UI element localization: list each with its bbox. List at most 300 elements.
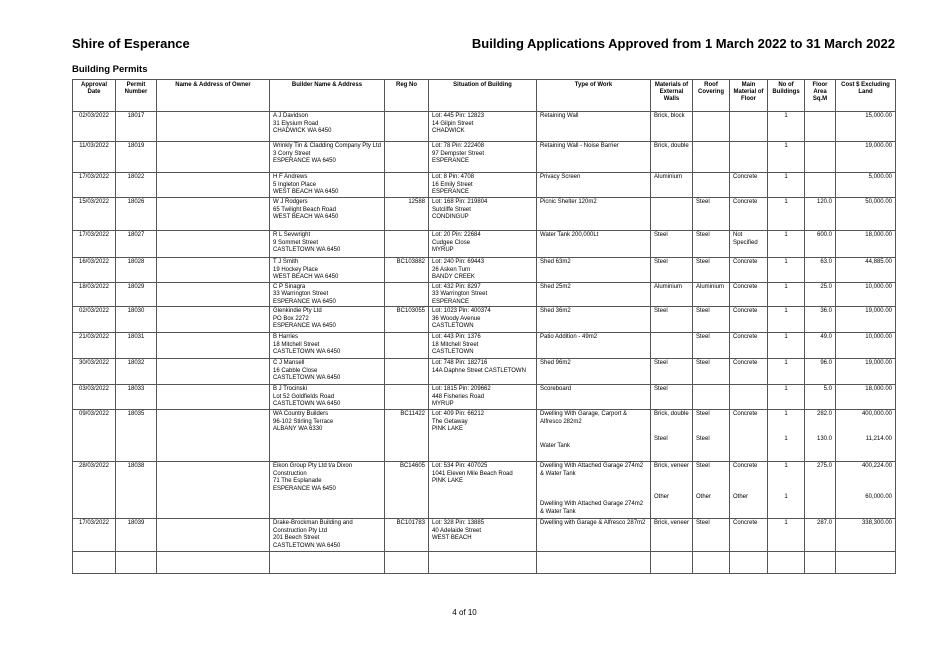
cell-cost-text: 15,000.00	[865, 113, 892, 119]
cell-date	[73, 519, 116, 552]
cell-floor-text: Concrete	[733, 259, 758, 265]
cell-area-text: 600.0	[816, 232, 832, 238]
cell-buildings	[768, 112, 805, 142]
cell-date-text: 28/03/2022	[78, 463, 110, 469]
cell-area	[805, 198, 836, 231]
cell-builder	[270, 258, 385, 283]
cell-builder-text: Wrinkly Tin & Cladding Company Pty Ltd 3 Corry Street ESPERANCE WA 6450	[273, 143, 381, 164]
cell-buildings	[768, 231, 805, 258]
cell-roof	[693, 112, 730, 142]
cell-situation-text: Lot: 168 Pin: 219804 Sutcliffe Street CONDINGUP	[432, 199, 488, 220]
cell-cost-text: 19,000.00	[865, 308, 892, 314]
cell-roof-text: Steel	[696, 259, 710, 265]
cell-roof	[693, 142, 730, 173]
cell-date-text: 17/03/2022	[78, 520, 110, 526]
cell-cost-text: 10,000.00	[865, 334, 892, 340]
cell-permit-text: 18031	[127, 334, 145, 340]
cell-walls-text: Steel	[654, 360, 668, 366]
cell-situation-text: Lot: 443 Pin: 1376 18 Mitchell Street CASTLETOWN	[432, 334, 481, 355]
cell-work	[537, 410, 651, 462]
cell-roof	[693, 462, 730, 519]
cell-walls	[651, 282, 693, 307]
cell-area-text: 49.0	[820, 334, 832, 340]
cell-permit	[116, 258, 157, 283]
cell-floor-text: Concrete	[733, 283, 758, 290]
cell-date	[73, 307, 116, 333]
cell-walls	[651, 142, 693, 173]
cell-buildings	[768, 307, 805, 333]
cell-roof	[693, 519, 730, 552]
cell-builder	[270, 519, 385, 552]
empty-cell	[537, 552, 651, 574]
cell-reg-text: BC103882	[396, 259, 425, 265]
cell-situation	[429, 307, 537, 333]
table-row	[73, 282, 896, 307]
cell-cost	[836, 142, 896, 173]
cell-work	[537, 258, 651, 283]
cell-work-text: Shed 96m2	[540, 360, 571, 366]
cell-reg	[385, 333, 429, 359]
cell-roof-text: Steel	[696, 334, 710, 340]
cell-area-secondary-text: 130.0	[816, 435, 832, 442]
cell-roof-text: Aluminium	[696, 283, 725, 290]
cell-area-text: 63.0	[820, 259, 832, 265]
empty-cell	[429, 552, 537, 574]
cell-buildings-text: 1	[784, 360, 788, 366]
cell-walls	[651, 333, 693, 359]
cell-walls-text: Aluminium	[654, 174, 683, 180]
cell-buildings	[768, 519, 805, 552]
empty-cell	[270, 552, 385, 574]
cell-cost	[836, 198, 896, 231]
cell-floor-text: Concrete	[733, 308, 758, 314]
cell-buildings-secondary-text: 1	[784, 493, 788, 500]
cell-permit	[116, 359, 157, 385]
cell-owner	[157, 142, 270, 173]
cell-permit-text: 18039	[127, 520, 145, 526]
cell-walls	[651, 385, 693, 410]
cell-floor	[730, 359, 768, 385]
cell-floor	[730, 112, 768, 142]
cell-reg-text: 12588	[408, 199, 425, 205]
cell-date	[73, 198, 116, 231]
cell-reg	[385, 198, 429, 231]
cell-buildings	[768, 282, 805, 307]
col-header-permit: Permit Number	[116, 80, 157, 112]
cell-owner	[157, 173, 270, 198]
cell-permit-text: 18028	[127, 259, 145, 265]
col-header-floor: Main Material of Floor	[730, 80, 768, 112]
cell-situation-text: Lot: 20 Pin: 22684 Cudgee Close MYRUP	[432, 232, 481, 253]
cell-reg	[385, 519, 429, 552]
cell-date-text: 02/03/2022	[78, 113, 110, 119]
cell-walls-text: Steel	[654, 232, 668, 238]
cell-buildings-text: 1	[784, 308, 788, 314]
cell-builder	[270, 462, 385, 519]
cell-cost-text: 19,000.00	[865, 360, 892, 366]
cell-buildings-text: 1	[784, 463, 788, 469]
cell-permit	[116, 112, 157, 142]
cell-permit	[116, 462, 157, 519]
cell-builder	[270, 333, 385, 359]
cell-builder-text: W J Rodgers 65 Twilight Beach Road WEST BEACH WA 6450	[273, 199, 339, 220]
cell-buildings	[768, 173, 805, 198]
cell-owner	[157, 112, 270, 142]
cell-buildings	[768, 258, 805, 283]
cell-floor	[730, 142, 768, 173]
cell-situation	[429, 282, 537, 307]
cell-floor	[730, 307, 768, 333]
cell-builder	[270, 410, 385, 462]
empty-cell	[385, 552, 429, 574]
cell-situation	[429, 258, 537, 283]
page-number: 4 of 10	[452, 608, 477, 617]
cell-walls	[651, 198, 693, 231]
cell-permit	[116, 231, 157, 258]
cell-builder-text: C J Mansell 16 Cabble Close CASTLETOWN WA 6450	[273, 360, 341, 381]
cell-walls-secondary-text: Steel	[654, 435, 668, 442]
cell-situation-text: Lot: 240 Pin: 69443 26 Asken Turn BANDY CREEK	[432, 259, 485, 280]
cell-reg	[385, 307, 429, 333]
cell-walls	[651, 258, 693, 283]
cell-roof	[693, 385, 730, 410]
cell-buildings-text: 1	[784, 386, 788, 392]
cell-area	[805, 462, 836, 519]
cell-roof	[693, 258, 730, 283]
permits-table	[72, 79, 896, 574]
empty-cell	[730, 552, 768, 574]
cell-situation	[429, 142, 537, 173]
cell-situation	[429, 198, 537, 231]
cell-situation	[429, 173, 537, 198]
table-row	[73, 462, 896, 519]
cell-work-text: Scoreboard	[540, 386, 572, 392]
cell-work	[537, 462, 651, 519]
col-header-date: Approval Date	[73, 80, 116, 112]
cell-walls	[651, 519, 693, 552]
cell-floor	[730, 173, 768, 198]
cell-cost	[836, 258, 896, 283]
cell-permit	[116, 333, 157, 359]
cell-situation-text: Lot: 328 Pin: 13885 40 Adelaide Street WEST BEACH	[432, 520, 485, 541]
cell-owner	[157, 282, 270, 307]
cell-cost	[836, 231, 896, 258]
cell-date-text: 17/03/2022	[78, 232, 110, 238]
cell-work	[537, 142, 651, 173]
cell-situation-text: Lot: 445 Pin: 12823 14 Gilpin Street CHADWICK	[432, 113, 485, 134]
cell-floor-text: Concrete	[733, 174, 758, 180]
cell-area-text: 25.0	[820, 283, 832, 290]
cell-builder-text: H F Andrews 5 Ingleton Place WEST BEACH WA 6450	[273, 174, 339, 195]
cell-buildings	[768, 462, 805, 519]
cell-walls-text: Brick, double	[654, 411, 689, 417]
cell-work-text: Dwelling with Garage & Alfresco 287m2	[540, 520, 646, 526]
cell-walls	[651, 112, 693, 142]
cell-walls-text: Steel	[654, 386, 668, 392]
cell-date	[73, 359, 116, 385]
cell-cost-text: 400,224.00	[861, 463, 892, 469]
cell-buildings	[768, 198, 805, 231]
cell-roof-text: Steel	[696, 520, 710, 526]
cell-work-text: Water Tank 200,000Lt	[540, 232, 599, 238]
empty-cell	[768, 552, 805, 574]
cell-work	[537, 231, 651, 258]
col-header-cost: Cost $ Excluding Land	[836, 80, 896, 112]
cell-situation	[429, 519, 537, 552]
cell-builder-text: WA Country Builders 96-102 Stirling Terrace ALBANY WA 6330	[273, 411, 334, 432]
cell-date	[73, 258, 116, 283]
cell-roof-text: Steel	[696, 308, 710, 314]
cell-situation	[429, 112, 537, 142]
cell-floor-text: Concrete	[733, 411, 758, 417]
cell-roof	[693, 282, 730, 307]
cell-permit	[116, 307, 157, 333]
cell-area-text: 36.0	[820, 308, 832, 314]
cell-situation	[429, 385, 537, 410]
cell-area	[805, 359, 836, 385]
table-row	[73, 519, 896, 552]
empty-cell	[73, 552, 116, 574]
cell-buildings-text: 1	[784, 143, 788, 149]
cell-reg	[385, 410, 429, 462]
cell-walls-text: Brick, double	[654, 143, 689, 149]
cell-cost-text: 18,000.00	[865, 232, 892, 238]
cell-builder-text: B Harries 18 Mitchell Street CASTLETOWN WA 6450	[273, 334, 341, 355]
cell-work-text: Dwelling With Garage, Carport & Alfresco 282m2	[540, 411, 628, 425]
cell-roof-text: Steel	[696, 463, 710, 469]
table-row	[73, 231, 896, 258]
cell-builder	[270, 231, 385, 258]
cell-walls	[651, 359, 693, 385]
cell-area-text: 5.0	[823, 386, 832, 392]
cell-reg	[385, 173, 429, 198]
cell-reg-text: BC103055	[396, 308, 425, 314]
cell-walls	[651, 462, 693, 519]
cell-reg-text: BC101783	[396, 520, 425, 526]
table-row	[73, 258, 896, 283]
cell-work-text: Shed 63m2	[540, 259, 571, 265]
cell-walls-text: Brick, veneer	[654, 463, 690, 469]
cell-reg	[385, 258, 429, 283]
cell-cost	[836, 282, 896, 307]
col-header-work: Type of Work	[537, 80, 651, 112]
table-row	[73, 307, 896, 333]
cell-roof-secondary-text: Other	[696, 493, 712, 500]
cell-buildings-text: 1	[784, 283, 788, 290]
cell-permit	[116, 282, 157, 307]
cell-work	[537, 282, 651, 307]
empty-cell	[805, 552, 836, 574]
col-header-area: Floor Area Sq.M	[805, 80, 836, 112]
col-header-walls: Materials of External Walls	[651, 80, 693, 112]
cell-situation	[429, 462, 537, 519]
cell-buildings	[768, 410, 805, 462]
cell-work	[537, 333, 651, 359]
cell-area-text: 282.0	[816, 411, 832, 417]
cell-permit	[116, 173, 157, 198]
cell-cost	[836, 410, 896, 462]
cell-situation-text: Lot: 748 Pin: 182716 14A Daphne Street CASTLETOWN	[432, 360, 526, 374]
cell-work	[537, 112, 651, 142]
cell-area	[805, 231, 836, 258]
cell-floor	[730, 198, 768, 231]
cell-builder	[270, 173, 385, 198]
cell-work-text: Privacy Screen	[540, 174, 581, 180]
cell-permit-text: 18035	[127, 411, 145, 417]
cell-owner	[157, 333, 270, 359]
cell-cost-text: 5,000.00	[868, 174, 892, 180]
cell-roof-text: Steel	[696, 199, 710, 205]
cell-work	[537, 385, 651, 410]
cell-owner	[157, 231, 270, 258]
cell-reg-text: BC11422	[400, 411, 425, 417]
cell-cost	[836, 519, 896, 552]
empty-cell	[116, 552, 157, 574]
cell-roof	[693, 307, 730, 333]
cell-cost-secondary-text: 60,000.00	[865, 493, 892, 500]
table-header-row	[73, 80, 896, 112]
cell-area	[805, 258, 836, 283]
cell-floor-text: Not Specified	[733, 232, 758, 246]
cell-permit-text: 18019	[127, 143, 145, 149]
cell-permit-text: 18026	[127, 199, 145, 205]
cell-work	[537, 307, 651, 333]
cell-builder-text: R L Sevwright 9 Sommet Street CASTLETOWN WA 6450	[273, 232, 341, 253]
cell-date-text: 11/03/2022	[79, 143, 109, 149]
cell-date	[73, 231, 116, 258]
cell-owner	[157, 519, 270, 552]
cell-roof-text: Steel	[696, 411, 710, 417]
cell-cost	[836, 173, 896, 198]
cell-date	[73, 333, 116, 359]
cell-buildings-text: 1	[784, 520, 788, 526]
cell-owner	[157, 258, 270, 283]
col-header-reg: Reg No	[385, 80, 429, 112]
cell-roof	[693, 198, 730, 231]
cell-work-text: Patio Addition - 49m2	[540, 334, 598, 340]
cell-floor	[730, 258, 768, 283]
col-header-situation: Situation of Building	[429, 80, 537, 112]
cell-area	[805, 410, 836, 462]
cell-builder-text: T J Smith 19 Hockey Place WEST BEACH WA 6450	[273, 259, 339, 280]
cell-cost	[836, 385, 896, 410]
cell-date	[73, 385, 116, 410]
empty-cell	[693, 552, 730, 574]
cell-situation-text: Lot: 409 Pin: 66212 The Getaway PINK LAKE	[432, 411, 485, 432]
cell-cost-text: 44,885.00	[865, 259, 892, 265]
section-title: Building Permits	[72, 64, 148, 75]
cell-cost	[836, 333, 896, 359]
cell-floor-text: Concrete	[733, 520, 758, 526]
cell-buildings-text: 1	[784, 259, 788, 265]
cell-situation	[429, 231, 537, 258]
empty-cell	[651, 552, 693, 574]
cell-builder-text: Eikon Group Pty Ltd t/a Dixon Construction 71 The Esplanade ESPERANCE WA 6450	[273, 463, 353, 492]
cell-roof	[693, 231, 730, 258]
table-row	[73, 385, 896, 410]
cell-date-text: 09/03/2022	[78, 411, 110, 417]
cell-roof-secondary-text: Steel	[696, 435, 710, 442]
cell-area	[805, 173, 836, 198]
cell-work-text: Shed 36m2	[540, 308, 571, 314]
cell-builder	[270, 307, 385, 333]
cell-buildings	[768, 359, 805, 385]
cell-cost	[836, 112, 896, 142]
cell-situation	[429, 410, 537, 462]
cell-permit	[116, 198, 157, 231]
cell-cost-text: 19,000.00	[865, 143, 892, 149]
cell-permit	[116, 142, 157, 173]
cell-permit	[116, 410, 157, 462]
cell-area	[805, 142, 836, 173]
cell-area	[805, 112, 836, 142]
cell-reg	[385, 282, 429, 307]
cell-floor-text: Concrete	[733, 360, 758, 366]
cell-date	[73, 173, 116, 198]
cell-cost-secondary-text: 11,214.00	[865, 435, 892, 442]
cell-buildings	[768, 333, 805, 359]
empty-cell	[836, 552, 896, 574]
cell-buildings-secondary-text: 1	[784, 435, 788, 442]
cell-work	[537, 359, 651, 385]
cell-work-text: Dwelling With Attached Garage 274m2 & Water Tank	[540, 463, 644, 477]
cell-reg	[385, 359, 429, 385]
cell-work-text: Shed 25m2	[540, 283, 571, 290]
cell-date-text: 16/03/2022	[78, 259, 110, 265]
cell-reg	[385, 385, 429, 410]
cell-walls-text: Brick, veneer	[654, 520, 690, 526]
cell-owner	[157, 410, 270, 462]
cell-walls-text: Steel	[654, 308, 668, 314]
col-header-owner: Name & Address of Owner	[157, 80, 270, 112]
cell-date-text: 02/03/2022	[78, 308, 110, 314]
cell-date	[73, 462, 116, 519]
cell-cost-text: 338,300.00	[861, 520, 892, 526]
cell-floor	[730, 519, 768, 552]
cell-buildings-text: 1	[784, 334, 788, 340]
cell-builder	[270, 282, 385, 307]
cell-area	[805, 282, 836, 307]
cell-area	[805, 333, 836, 359]
cell-roof	[693, 359, 730, 385]
cell-builder	[270, 385, 385, 410]
cell-permit-text: 18032	[127, 360, 145, 366]
cell-permit-text: 18029	[127, 283, 145, 290]
cell-builder	[270, 359, 385, 385]
cell-walls-text: Brick, block	[654, 113, 685, 119]
table-row	[73, 198, 896, 231]
org-name: Shire of Esperance	[72, 36, 190, 51]
cell-floor	[730, 462, 768, 519]
cell-permit	[116, 385, 157, 410]
cell-work	[537, 519, 651, 552]
cell-builder-text: Drake-Brockman Building and Construction Pty Ltd 201 Beech Street CASTLETOWN WA 6450	[273, 520, 353, 549]
cell-reg	[385, 112, 429, 142]
cell-permit-text: 18027	[127, 232, 145, 238]
cell-situation-text: Lot: 78 Pin: 222408 97 Dempster Street ESPERANCE	[432, 143, 485, 164]
cell-builder-text: C P Sinagra 33 Warrington Street ESPERANCE WA 6450	[273, 283, 336, 305]
cell-work-secondary-text: Dwelling With Attached Garage 274m2 & Water Tank	[540, 501, 644, 515]
report-title: Building Applications Approved from 1 March 2022 to 31 March 2022	[471, 36, 895, 51]
cell-floor	[730, 333, 768, 359]
cell-permit-text: 18033	[127, 386, 145, 392]
cell-owner	[157, 359, 270, 385]
cell-date-text: 18/03/2022	[78, 283, 110, 290]
table-row	[73, 359, 896, 385]
cell-cost	[836, 307, 896, 333]
cell-area	[805, 519, 836, 552]
table-row	[73, 112, 896, 142]
